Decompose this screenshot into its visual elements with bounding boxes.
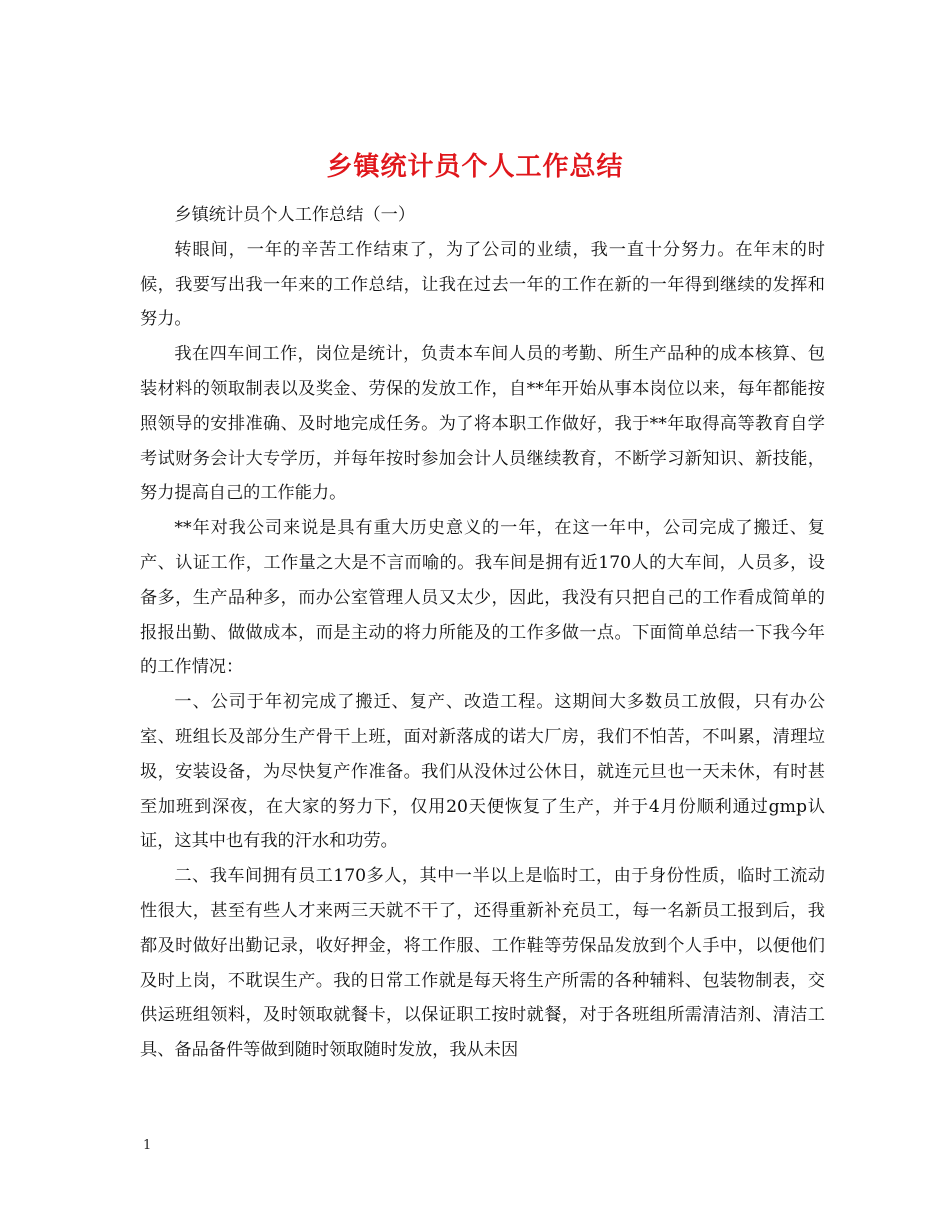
body-paragraph: **年对我公司来说是具有重大历史意义的一年，在这一年中，公司完成了搬迁、复产、认证工作，工作量之大是不言而喻的。我车间是拥有近170人的大车间，人员多，设备多，生产品种多，而办公室管理人员又太少，因此，我没有只把自己的工作看成简单的报报出勤、做做成本，而是主动的将力所能及的工作多做一点。下面简单总结一下我今年的工作情况： xyxy=(140,518,825,678)
body-paragraph: 二、我车间拥有员工170多人，其中一半以上是临时工，由于身份性质，临时工流动性很大，甚至有些人才来两三天就不干了，还得重新补充员工，每一名新员工报到后，我都及时做好出勤记录，收好押金，将工作服、工作鞋等劳保品发放到个人手中，以便他们及时上岗，不耽误生产。我的日常工作就是每天将生产所需的各种辅料、包装物制表，交供运班组领料，及时领取就餐卡，以保证职工按时就餐，对于各班组所需清洁剂、清洁工具、备品备件等做到随时领取随时发放，我从未因 xyxy=(140,866,825,1061)
page-number: 1 xyxy=(143,1138,152,1153)
body-paragraph: 我在四车间工作，岗位是统计，负责本车间人员的考勤、所生产品种的成本核算、包装材料的领取制表以及奖金、劳保的发放工作，自**年开始从事本岗位以来，每年都能按照领导的安排准确、及时地完成任务。为了将本职工作做好，我于**年取得高等教育自学考试财务会计大专学历，并每年按时参加会计人员继续教育，不断学习新知识、新技能，努力提高自己的工作能力。 xyxy=(140,344,825,504)
body-paragraph: 一、公司于年初完成了搬迁、复产、改造工程。这期间大多数员工放假，只有办公室、班组长及部分生产骨干上班，面对新落成的诺大厂房，我们不怕苦，不叫累，清理垃圾，安装设备，为尽快复产作准备。我们从没休过公休日，就连元旦也一天未休，有时甚至加班到深夜，在大家的努力下，仅用20天便恢复了生产，并于4月份顺利通过gmp认证，这其中也有我的汗水和功劳。 xyxy=(140,692,825,852)
document-title: 乡镇统计员个人工作总结 xyxy=(326,152,624,183)
document-body xyxy=(140,198,825,1068)
body-paragraph: 转眼间，一年的辛苦工作结束了，为了公司的业绩，我一直十分努力。在年末的时候，我要写出我一年来的工作总结，让我在过去一年的工作在新的一年得到继续的发挥和努力。 xyxy=(140,239,825,330)
section-heading: 乡镇统计员个人工作总结（一） xyxy=(174,205,416,225)
